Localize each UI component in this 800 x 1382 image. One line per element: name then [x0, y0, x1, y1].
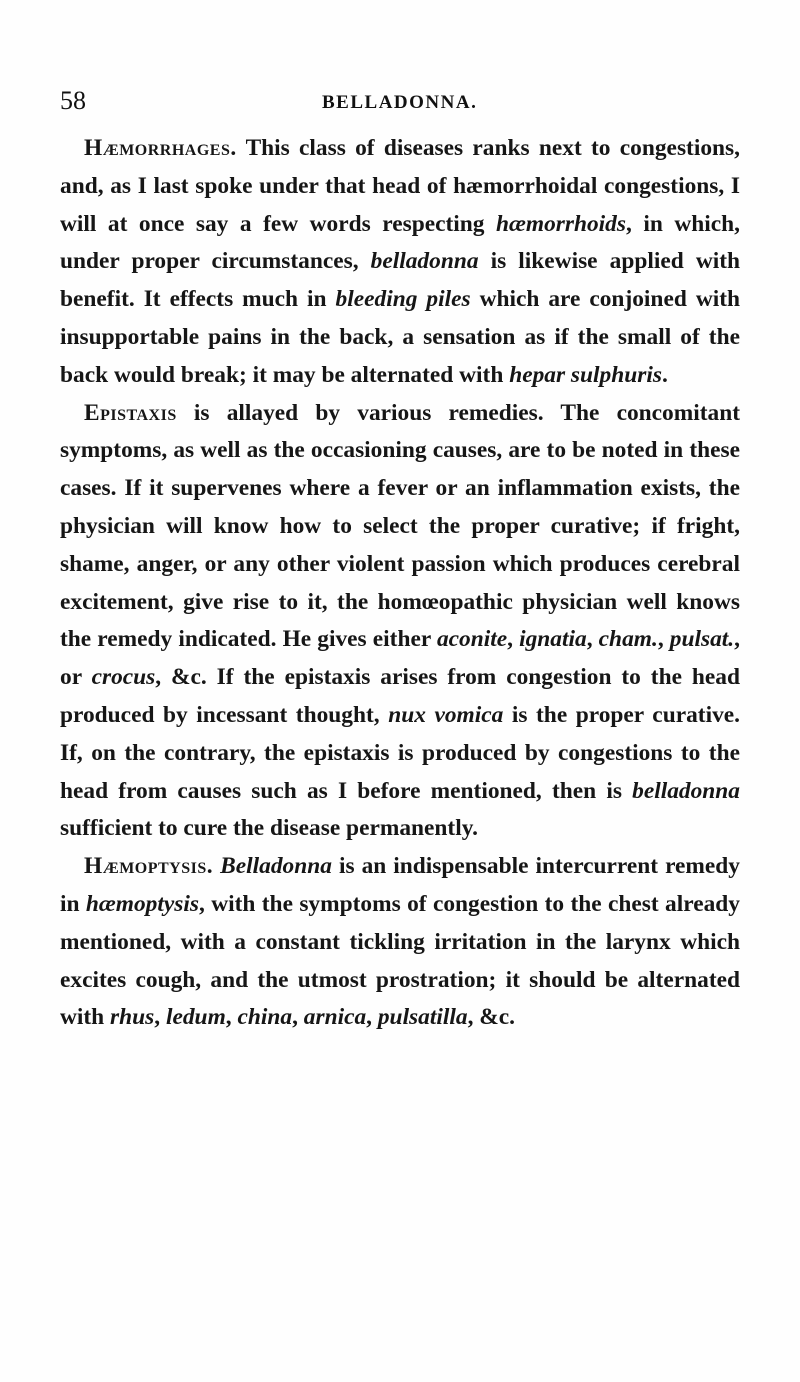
text-run: , [366, 1004, 378, 1031]
italic-term: china [237, 1004, 293, 1031]
page-header [60, 86, 740, 116]
italic-term: belladonna [370, 248, 479, 275]
paragraph-epistaxis [60, 395, 740, 849]
text-run: , [586, 626, 599, 653]
text-run: , in which, under proper circumstances, [60, 210, 740, 275]
italic-term: arnica [303, 1004, 367, 1031]
paragraph-haemoptysis [60, 848, 740, 1037]
text-run: is an indispensable intercurrent remedy in [60, 853, 740, 917]
text-run: is likewise applied with benefit. It effects much in [60, 248, 741, 313]
italic-term: belladonna [632, 777, 740, 804]
text-run: , [225, 1004, 238, 1031]
italic-term: pulsat. [669, 626, 735, 653]
text-run: , [657, 626, 670, 653]
italic-term: ignatia [519, 626, 587, 653]
text-run: is the proper curative. If, on the contrary, the epistaxis is produced by congestions to the head from causes such as I before mentioned, then is [60, 701, 740, 804]
italic-term: crocus [91, 664, 156, 691]
italic-term: Belladonna [220, 853, 332, 880]
italic-term: hæmoptysis [85, 890, 199, 917]
running-title: BELLADONNA. [322, 92, 478, 113]
italic-term: bleeding piles [335, 286, 471, 313]
italic-term: aconite [436, 626, 508, 653]
italic-term: pulsatilla [377, 1004, 468, 1031]
text-run: is allayed by various remedies. The concomitant symptoms, as well as the occasioning causes, are to be noted in these cases. If it supervenes where a fever or an inflammation exists, the physician will know how to select the proper curative; if fright, shame, anger, or any other violent passion which produces cerebral excitement, give rise to it, the homœopathic physician well knows the remedy indicated. He gives either [60, 399, 740, 653]
text-run: , or [60, 626, 741, 691]
italic-term: hæmorrhoids [495, 210, 626, 237]
section-heading: Hæmoptysis. [84, 853, 214, 880]
text-run: , &c. If the epistaxis arises from congestion to the head produced by incessant thought, [60, 664, 740, 728]
text-run: which are conjoined with insupportable pains in the back, a sensation as if the small of the back would break; it may be alternated with [60, 286, 741, 388]
italic-term: ledum [165, 1004, 226, 1031]
text-run: , with the symptoms of congestion to the chest already mentioned, with a constant tickling irritation in the larynx which excites cough, and the utmost prostration; it should be alternated with [60, 890, 740, 1031]
section-heading: Hæmorrhages. [84, 135, 237, 161]
italic-term: rhus [110, 1004, 155, 1031]
text-run: , [154, 1004, 166, 1031]
italic-term: hepar sulphuris [509, 361, 662, 388]
text-run: , &c. [467, 1004, 515, 1031]
body-text [60, 130, 740, 1037]
text-run: This class of diseases ranks next to congestions, and, as I last spoke under that head of hæmorrhoidal congestions, I will at once say a few words respecting [60, 135, 740, 237]
italic-term: nux vomica [388, 701, 504, 728]
italic-term: cham. [598, 626, 658, 653]
page-number: 58 [60, 86, 86, 115]
text-run: . [661, 361, 668, 388]
paragraph-haemorrhages [60, 130, 740, 395]
text-run: , [507, 626, 520, 653]
text-run: sufficient to cure the disease permanently. [60, 815, 478, 842]
section-heading: Epistaxis [84, 399, 177, 426]
text-run: , [292, 1004, 304, 1031]
